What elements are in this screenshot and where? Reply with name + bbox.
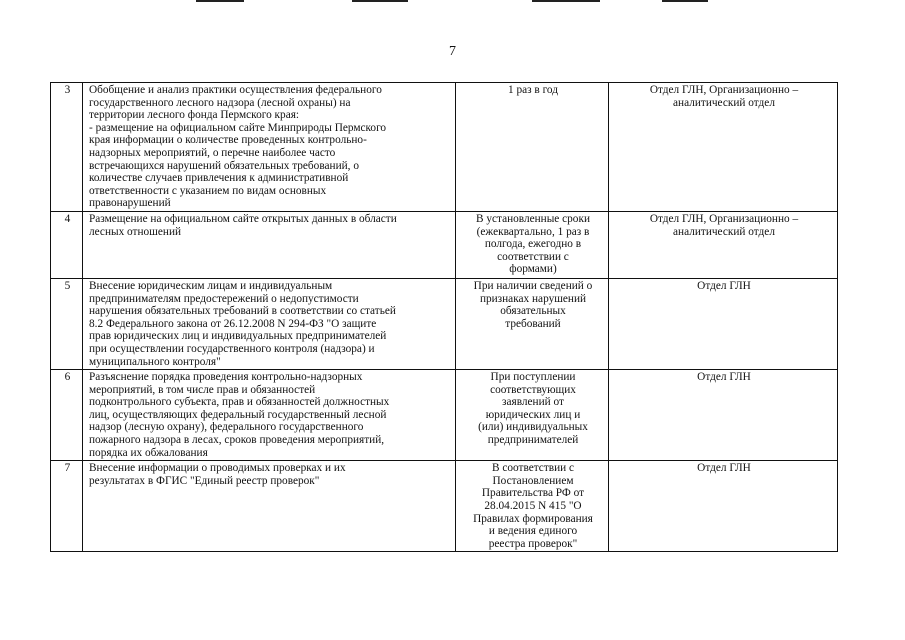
text-line: порядка их обжалования [89, 446, 208, 459]
scan-top-edge-line [196, 0, 244, 2]
text-line: Отдел ГЛН [697, 462, 751, 475]
text-line: пожарного надзора в лесах, сроков проведения мероприятий, [89, 434, 385, 447]
text-line: При поступлении [490, 371, 576, 384]
text-line: Правилах формирования [473, 512, 593, 525]
activity-cell [83, 278, 456, 369]
text-line: Обобщение и анализ практики осуществления федерального [89, 84, 382, 96]
table-row [51, 461, 838, 552]
text-line: - размещение на официальном сайте Минприроды Пермского [89, 121, 387, 134]
activity-cell [83, 211, 456, 278]
scan-top-edge-line [352, 0, 408, 2]
text-line: 8.2 Федерального закона от 26.12.2008 N 294-ФЗ "О защите [89, 317, 377, 330]
activity-cell [83, 83, 456, 212]
text-line: нарушения обязательных требований в соответствии со статьей [89, 305, 396, 318]
text-line: Отдел ГЛН, Организационно – [649, 212, 799, 225]
text-line: В установленные сроки [475, 212, 590, 225]
text-line: полгода, ежегодно в [484, 238, 582, 251]
text-line: предпринимателям предостережений о недопустимости [89, 292, 359, 305]
text-line: заявлений от [502, 396, 564, 409]
text-line: встречающихся нарушений обязательных требований, о [89, 159, 359, 172]
text-line: мероприятий, в том числе прав и обязанностей [89, 383, 316, 396]
text-line: лиц, осуществляющих федеральный государственный лесной [89, 408, 387, 421]
responsible-cell [609, 278, 838, 369]
text-line: государственного лесного надзора (лесной охраны) на [89, 96, 351, 109]
text-line: предпринимателей [487, 434, 579, 447]
text-line: муниципального контроля" [89, 355, 221, 368]
activity-cell [83, 461, 456, 552]
text-line: требований [505, 317, 561, 330]
activity-cell [83, 370, 456, 461]
text-line: Отдел ГЛН, Организационно – [649, 84, 799, 96]
text-line: территории лесного фонда Пермского края: [89, 109, 300, 122]
responsible-cell [609, 370, 838, 461]
table-row [51, 370, 838, 461]
text-line: количестве случаев привлечения к административной [89, 172, 349, 185]
text-line: надзор (лесную охрану), федерального государственного [89, 421, 364, 434]
term-cell [456, 461, 609, 552]
text-line: подконтрольного субъекта, прав и обязанностей должностных [89, 396, 390, 409]
text-line: формами) [509, 263, 557, 276]
text-line: Правительства РФ от [481, 487, 585, 500]
term-cell [456, 370, 609, 461]
text-line: (или) индивидуальных [478, 421, 588, 434]
text-line: Отдел ГЛН [697, 371, 751, 384]
text-line: лесных отношений [89, 225, 182, 238]
page-number: 7 [449, 44, 456, 59]
text-line: Отдел ГЛН [697, 279, 751, 292]
text-line: обязательных [500, 305, 566, 318]
responsible-cell [609, 83, 838, 212]
text-line: юридических лиц и [485, 408, 581, 421]
measures-table-body [51, 83, 838, 552]
row-number-cell: 5 [51, 278, 83, 369]
scan-top-edge-line [662, 0, 708, 2]
text-line: Внесение юридическим лицам и индивидуальным [89, 279, 333, 292]
responsible-cell [609, 461, 838, 552]
scan-top-edge-line [532, 0, 600, 2]
text-line: прав юридических лиц и индивидуальных предпринимателей [89, 330, 387, 343]
term-cell [456, 278, 609, 369]
text-line: 28.04.2015 N 415 "О [484, 500, 582, 513]
text-line: правонарушений [89, 197, 171, 210]
responsible-cell [609, 211, 838, 278]
text-line: соответствии с [497, 250, 569, 263]
text-line: Постановлением [492, 474, 574, 487]
text-line: Внесение информации о проводимых проверках и их [89, 462, 346, 475]
row-number-cell: 6 [51, 370, 83, 461]
text-line: (ежеквартально, 1 раз в [476, 225, 590, 238]
text-line: В соответствии с [491, 462, 575, 475]
row-number-cell: 4 [51, 211, 83, 278]
term-cell [456, 211, 609, 278]
text-line: аналитический отдел [673, 96, 775, 109]
text-line: Размещение на официальном сайте открытых данных в области [89, 212, 397, 225]
table-row [51, 211, 838, 278]
text-line: надзорных мероприятий, о перечне наиболее часто [89, 146, 336, 159]
text-line: При наличии сведений о [473, 279, 593, 292]
text-line: соответствующих [490, 383, 576, 396]
row-number-cell: 3 [51, 83, 83, 212]
term-cell [456, 83, 609, 212]
text-line: Разъяснение порядка проведения контрольно-надзорных [89, 371, 363, 384]
text-line: и ведения единого [488, 525, 578, 538]
text-line: при осуществлении государственного контроля (надзора) и [89, 342, 375, 355]
text-line: признаках нарушений [479, 292, 587, 305]
table-row [51, 278, 838, 369]
text-line: результатах в ФГИС "Единый реестр проверок" [89, 474, 320, 487]
text-line: края информации о количестве проведенных контрольно- [89, 134, 367, 147]
measures-table [50, 82, 838, 552]
text-line: ответственности с указанием по видам основных [89, 184, 327, 197]
text-line: аналитический отдел [673, 225, 775, 238]
table-row [51, 83, 838, 212]
row-number-cell: 7 [51, 461, 83, 552]
text-line: реестра проверок" [488, 537, 578, 550]
text-line: 1 раз в год [507, 84, 558, 96]
